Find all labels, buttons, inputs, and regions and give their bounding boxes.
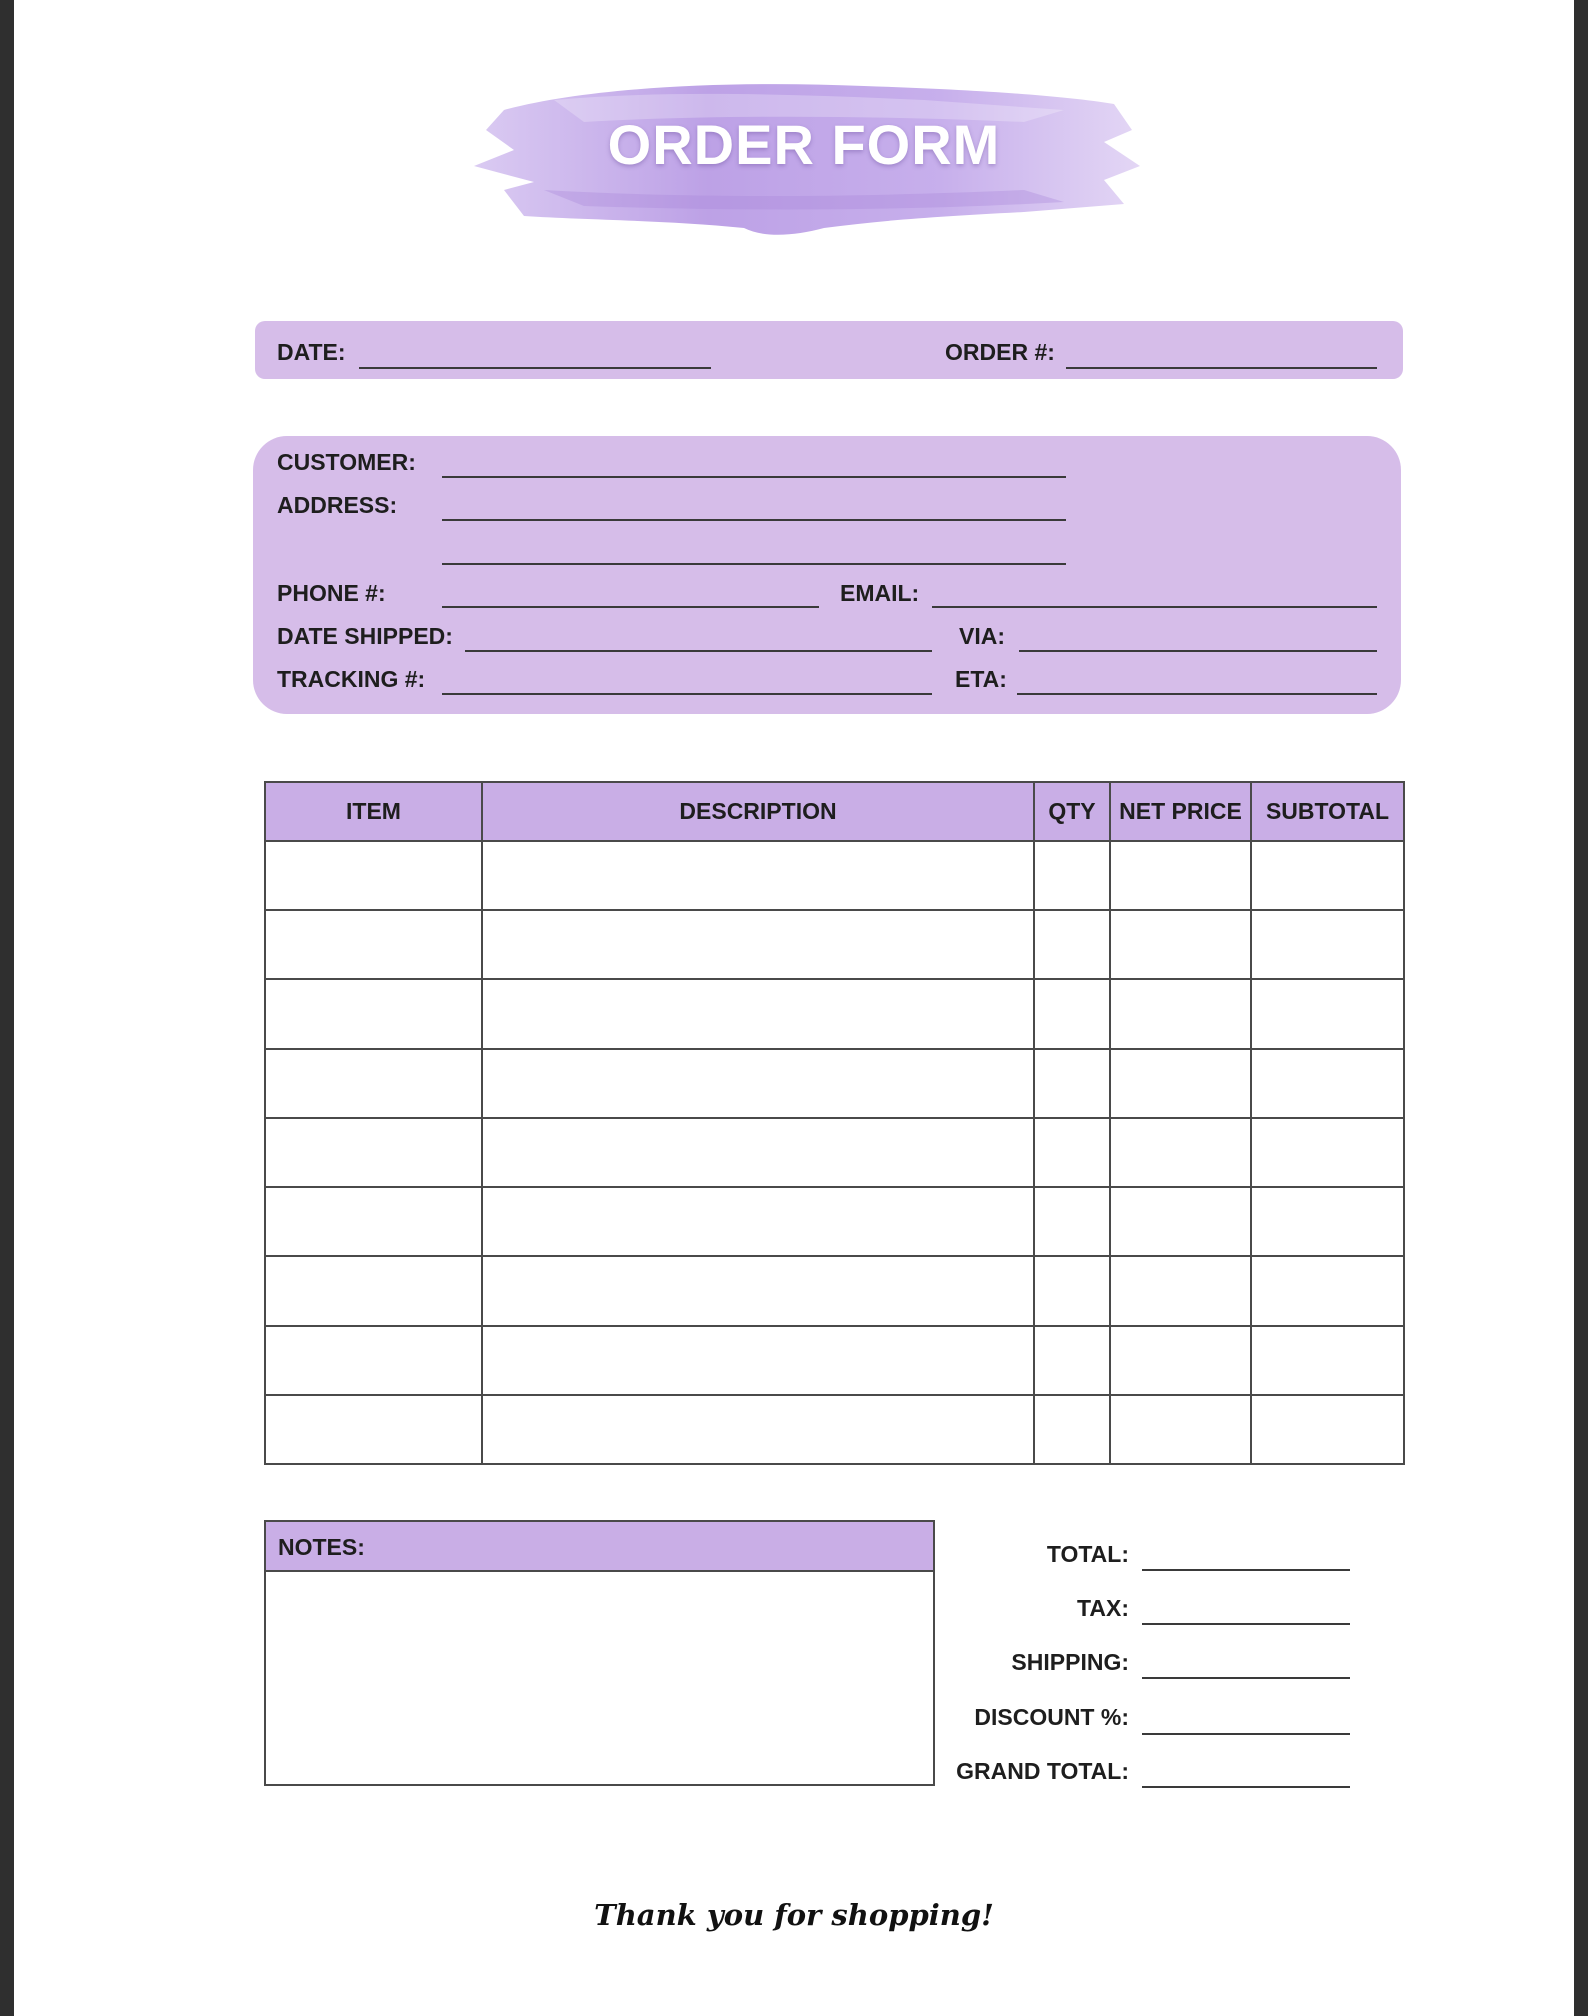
- table-row: [265, 910, 1404, 979]
- eta-field[interactable]: [1017, 693, 1377, 695]
- cell-qty[interactable]: [1034, 1118, 1110, 1187]
- via-label: VIA:: [959, 623, 1005, 649]
- cell-subtotal[interactable]: [1251, 979, 1404, 1048]
- cell-net-price[interactable]: [1110, 841, 1251, 910]
- cell-qty[interactable]: [1034, 1049, 1110, 1118]
- shipping-label: SHIPPING:: [1011, 1649, 1129, 1675]
- cell-qty[interactable]: [1034, 1326, 1110, 1395]
- order-number-field[interactable]: [1066, 367, 1377, 369]
- cell-net-price[interactable]: [1110, 910, 1251, 979]
- discount-field[interactable]: [1142, 1733, 1350, 1735]
- email-label: EMAIL:: [840, 580, 920, 606]
- cell-description[interactable]: [482, 1187, 1034, 1256]
- cell-qty[interactable]: [1034, 1187, 1110, 1256]
- order-number-label: ORDER #:: [945, 339, 1055, 365]
- customer-field[interactable]: [442, 476, 1066, 478]
- tax-field[interactable]: [1142, 1623, 1350, 1625]
- date-field[interactable]: [359, 367, 711, 369]
- cell-qty[interactable]: [1034, 841, 1110, 910]
- cell-description[interactable]: [482, 910, 1034, 979]
- cell-qty[interactable]: [1034, 1256, 1110, 1325]
- tracking-label: TRACKING #:: [277, 666, 426, 692]
- cell-item[interactable]: [265, 1326, 482, 1395]
- column-header-qty: QTY: [1034, 782, 1110, 841]
- cell-net-price[interactable]: [1110, 1256, 1251, 1325]
- date-order-panel: [255, 321, 1403, 379]
- cell-subtotal[interactable]: [1251, 841, 1404, 910]
- grand-total-label: GRAND TOTAL:: [956, 1758, 1129, 1784]
- cell-item[interactable]: [265, 1395, 482, 1464]
- table-row: [265, 841, 1404, 910]
- cell-item[interactable]: [265, 1256, 482, 1325]
- table-row: [265, 1049, 1404, 1118]
- customer-label: CUSTOMER:: [277, 449, 416, 475]
- order-form-page: [14, 0, 1574, 2016]
- items-table: [264, 781, 1405, 1465]
- cell-item[interactable]: [265, 979, 482, 1048]
- cell-qty[interactable]: [1034, 979, 1110, 1048]
- cell-net-price[interactable]: [1110, 1395, 1251, 1464]
- date-label: DATE:: [277, 339, 346, 365]
- cell-item[interactable]: [265, 841, 482, 910]
- date-shipped-label: DATE SHIPPED:: [277, 623, 453, 649]
- address-label: ADDRESS:: [277, 492, 398, 518]
- cell-qty[interactable]: [1034, 1395, 1110, 1464]
- table-row: [265, 1326, 1404, 1395]
- table-row: [265, 1256, 1404, 1325]
- via-field[interactable]: [1019, 650, 1377, 652]
- cell-subtotal[interactable]: [1251, 1187, 1404, 1256]
- cell-net-price[interactable]: [1110, 1118, 1251, 1187]
- cell-item[interactable]: [265, 1049, 482, 1118]
- cell-net-price[interactable]: [1110, 979, 1251, 1048]
- column-header-item: ITEM: [265, 782, 482, 841]
- cell-subtotal[interactable]: [1251, 1395, 1404, 1464]
- cell-net-price[interactable]: [1110, 1326, 1251, 1395]
- total-field[interactable]: [1142, 1569, 1350, 1571]
- thank-you-message: Thank you for shopping!: [594, 1898, 994, 1932]
- cell-subtotal[interactable]: [1251, 1049, 1404, 1118]
- tracking-field[interactable]: [442, 693, 932, 695]
- total-label: TOTAL:: [1046, 1541, 1129, 1567]
- table-row: [265, 1187, 1404, 1256]
- cell-subtotal[interactable]: [1251, 1256, 1404, 1325]
- column-header-subtotal: SUBTOTAL: [1251, 782, 1404, 841]
- address-field-line2[interactable]: [442, 563, 1066, 565]
- grand-total-field[interactable]: [1142, 1786, 1350, 1788]
- page-title: ORDER FORM: [607, 113, 1001, 176]
- shipping-field[interactable]: [1142, 1677, 1350, 1679]
- cell-net-price[interactable]: [1110, 1049, 1251, 1118]
- cell-item[interactable]: [265, 910, 482, 979]
- cell-net-price[interactable]: [1110, 1187, 1251, 1256]
- items-table-header-row: [265, 782, 1404, 841]
- table-row: [265, 979, 1404, 1048]
- cell-subtotal[interactable]: [1251, 1118, 1404, 1187]
- table-row: [265, 1395, 1404, 1464]
- cell-item[interactable]: [265, 1187, 482, 1256]
- cell-description[interactable]: [482, 1256, 1034, 1325]
- cell-description[interactable]: [482, 1395, 1034, 1464]
- cell-description[interactable]: [482, 1049, 1034, 1118]
- cell-description[interactable]: [482, 979, 1034, 1048]
- address-field-line1[interactable]: [442, 519, 1066, 521]
- tax-label: TAX:: [1077, 1595, 1129, 1621]
- cell-description[interactable]: [482, 1118, 1034, 1187]
- column-header-net-price: NET PRICE: [1110, 782, 1251, 841]
- notes-label: NOTES:: [278, 1534, 365, 1560]
- cell-item[interactable]: [265, 1118, 482, 1187]
- cell-subtotal[interactable]: [1251, 910, 1404, 979]
- date-shipped-field[interactable]: [465, 650, 932, 652]
- eta-label: ETA:: [955, 666, 1007, 692]
- discount-label: DISCOUNT %:: [974, 1704, 1129, 1730]
- email-field[interactable]: [932, 606, 1377, 608]
- phone-field[interactable]: [442, 606, 819, 608]
- cell-qty[interactable]: [1034, 910, 1110, 979]
- table-row: [265, 1118, 1404, 1187]
- phone-label: PHONE #:: [277, 580, 386, 606]
- items-table-body: [265, 841, 1404, 1464]
- column-header-description: DESCRIPTION: [482, 782, 1034, 841]
- cell-description[interactable]: [482, 841, 1034, 910]
- cell-description[interactable]: [482, 1326, 1034, 1395]
- cell-subtotal[interactable]: [1251, 1326, 1404, 1395]
